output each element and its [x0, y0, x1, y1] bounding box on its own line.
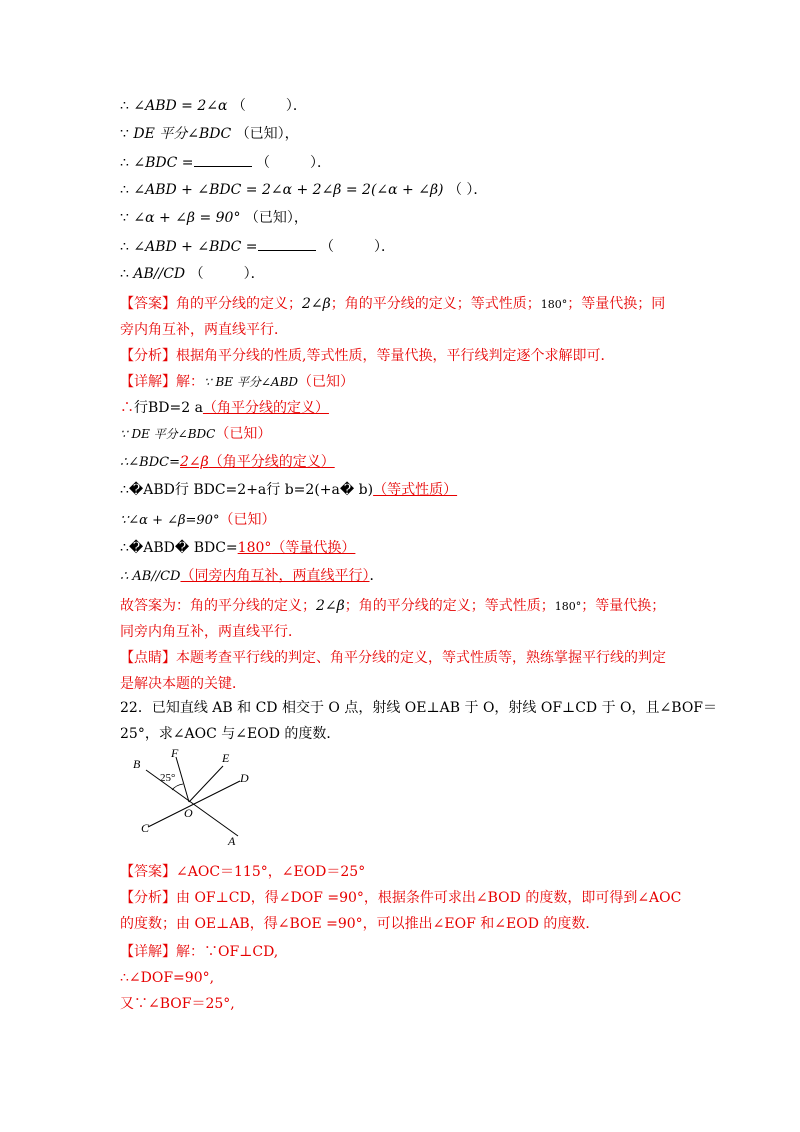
proof-line-1 — [120, 96, 307, 116]
detail-expr: ∵ BE 平分∠ABD — [204, 375, 299, 389]
reason-close: ）． — [243, 266, 265, 282]
detail-reason: （角平分线的定义） — [208, 454, 335, 470]
q22-analysis — [120, 888, 681, 908]
so-text: ；角的平分线的定义；等式性质； — [344, 598, 555, 614]
answer-text: ；角的平分线的定义；等式性质； — [330, 296, 541, 312]
label-angle: 25° — [160, 772, 176, 784]
answer-text: 旁内角互补，两直线平行． — [120, 322, 288, 338]
q21-detail-2 — [120, 398, 329, 418]
q21-detail-1 — [120, 372, 354, 392]
label-E: E — [222, 751, 230, 765]
q22-stem — [120, 698, 717, 718]
detail-reason: （角平分线的定义） — [202, 400, 329, 416]
therefore-symbol: ∴ — [120, 266, 129, 282]
proof-expression: AB//CD — [133, 266, 186, 282]
q21-answer — [120, 294, 665, 315]
reason-open: （ — [189, 266, 204, 282]
q21-answer-cont — [120, 320, 288, 340]
answer-tag: 【答案】 — [120, 864, 176, 880]
detail-expr: ∴�ABD� BDC= — [120, 540, 238, 556]
detail-tag: 【详解】 — [120, 944, 176, 960]
q21-detail-8 — [120, 566, 383, 587]
so-text: ；等量代换； — [581, 598, 666, 614]
q21-analysis — [120, 346, 614, 366]
analysis-text: 的度数；由 OE⊥AB，得∠BOE =90°，可以推出∠EOF 和∠EOD 的度数． — [120, 916, 600, 932]
analysis-text: 根据角平分线的性质,等式性质，等量代换，平行线判定逐个求解即可． — [176, 348, 615, 364]
ray-OF — [176, 757, 189, 802]
review-tag: 【点睛】 — [120, 650, 176, 666]
so-beta: 2∠β — [316, 598, 345, 614]
geometry-figure — [128, 748, 268, 848]
detail-value: 2∠β — [179, 454, 209, 470]
detail-expr: ∵∠α + ∠β=90° — [120, 513, 220, 528]
reason-open: （ — [231, 98, 246, 114]
therefore-symbol: ∴ — [120, 239, 129, 255]
reason-note: （已知）， — [235, 126, 299, 142]
label-B: B — [133, 757, 141, 771]
reason-close: ）． — [285, 98, 307, 114]
analysis-tag: 【分析】 — [120, 348, 176, 364]
detail-note: （已知） — [298, 374, 355, 390]
because-symbol: ∵ — [120, 126, 129, 142]
label-A: A — [228, 834, 236, 848]
angle-arc — [172, 784, 183, 790]
proof-line-2 — [120, 124, 299, 144]
detail-expr: ∴�ABD行 BDC=2+a行 b=2(+a� b) — [120, 482, 374, 498]
detail-expr: 行BD=2 a — [134, 400, 203, 416]
q21-detail-3 — [120, 424, 271, 444]
q21-review-cont — [120, 674, 246, 694]
review-text: 本题考查平行线的判定、角平分线的定义，等式性质等，熟练掌握平行线的判定 — [176, 650, 666, 666]
question-text: 25°，求∠AOC 与∠EOD 的度数． — [120, 726, 341, 742]
answer-blank[interactable] — [258, 236, 316, 251]
detail-expr: ∵ DE 平分∠BDC — [120, 427, 216, 441]
q22-detail-3 — [120, 994, 235, 1014]
question-text: 22．已知直线 AB 和 CD 相交于 O 点，射线 OE⊥AB 于 O，射线 OF⊥CD 于 O，且∠BOF＝ — [120, 700, 718, 716]
reason-close: ）． — [309, 155, 331, 171]
detail-value: 180° — [237, 540, 272, 556]
analysis-tag: 【分析】 — [120, 890, 176, 906]
proof-line-6 — [120, 236, 395, 257]
answer-tag: 【答案】 — [120, 296, 176, 312]
therefore-symbol: ∴ — [120, 182, 129, 198]
proof-expression: DE 平分∠BDC — [133, 126, 232, 142]
so-180: 180° — [554, 600, 582, 613]
reason-note: （已知）， — [244, 210, 308, 226]
therefore-symbol: ∴ — [120, 155, 129, 171]
detail-note: （已知） — [219, 512, 276, 528]
ray-OE — [189, 766, 223, 802]
label-D: D — [240, 771, 249, 785]
proof-line-7 — [120, 264, 265, 284]
proof-expression: ∠ABD + ∠BDC = 2∠α + 2∠β = 2(∠α + ∠β) — [133, 182, 444, 198]
answer-text: 角的平分线的定义； — [176, 296, 302, 312]
answer-beta: 2∠β — [302, 296, 331, 312]
therefore-symbol: ∴ — [120, 400, 134, 416]
q22-detail-2 — [120, 968, 214, 988]
reason-close: ）． — [373, 239, 395, 255]
q22-answer — [120, 862, 365, 882]
detail-text: ∴∠DOF=90°, — [120, 970, 215, 986]
q21-so-answer-cont — [120, 622, 302, 642]
proof-expression: ∠ABD + ∠BDC = — [133, 239, 258, 255]
q21-so-answer — [120, 596, 665, 617]
detail-reason: （等量代换） — [271, 540, 356, 556]
detail-text: 又∵∠BOF＝25°, — [120, 996, 235, 1012]
line-CD — [148, 781, 240, 827]
q21-review — [120, 648, 666, 668]
figure-lines — [146, 757, 240, 836]
q22-detail-1 — [120, 942, 278, 962]
detail-expr: ∴ AB//CD — [120, 569, 181, 584]
reason-open: （ — [255, 155, 270, 171]
q22-analysis-cont — [120, 914, 599, 934]
detail-text: 解：∵OF⊥CD, — [176, 944, 279, 960]
label-O: O — [184, 806, 193, 820]
answer-blank[interactable] — [194, 152, 252, 167]
detail-end: ． — [369, 568, 384, 584]
q22-stem-cont — [120, 724, 340, 744]
answer-180: 180° — [540, 298, 568, 311]
q21-detail-5 — [120, 480, 457, 500]
proof-line-3 — [120, 152, 331, 173]
q21-detail-6 — [120, 510, 275, 531]
proof-expression: ∠BDC = — [133, 155, 194, 171]
q21-detail-7 — [120, 538, 355, 558]
because-symbol: ∵ — [120, 210, 129, 226]
label-C: C — [141, 821, 150, 835]
proof-line-5 — [120, 208, 308, 228]
therefore-symbol: ∴ — [120, 98, 129, 114]
proof-expression: ∠ABD = 2∠α — [133, 98, 228, 114]
detail-tag: 【详解】 — [120, 374, 176, 390]
answer-text: ∠AOC＝115°，∠EOD＝25° — [176, 864, 366, 880]
detail-reason: （同旁内角互补，两直线平行） — [180, 568, 370, 584]
so-text: 同旁内角互补，两直线平行． — [120, 624, 302, 640]
proof-line-4 — [120, 180, 487, 200]
review-text: 是解决本题的关键． — [120, 676, 246, 692]
answer-text: ；等量代换；同 — [567, 296, 666, 312]
detail-text: 解： — [176, 374, 204, 390]
detail-expr: ∴∠BDC= — [120, 455, 180, 470]
reason-open: （ — [319, 239, 334, 255]
analysis-text: 由 OF⊥CD，得∠DOF =90°，根据条件可求出∠BOD 的度数，即可得到∠AOC — [176, 890, 682, 906]
detail-reason: （等式性质） — [373, 482, 458, 498]
detail-note: （已知） — [215, 426, 272, 442]
reason-paren: （ ）． — [447, 182, 488, 198]
label-F: F — [171, 748, 179, 760]
proof-expression: ∠α + ∠β = 90° — [133, 210, 241, 226]
q21-detail-4 — [120, 452, 335, 473]
so-text: 故答案为：角的平分线的定义； — [120, 598, 316, 614]
